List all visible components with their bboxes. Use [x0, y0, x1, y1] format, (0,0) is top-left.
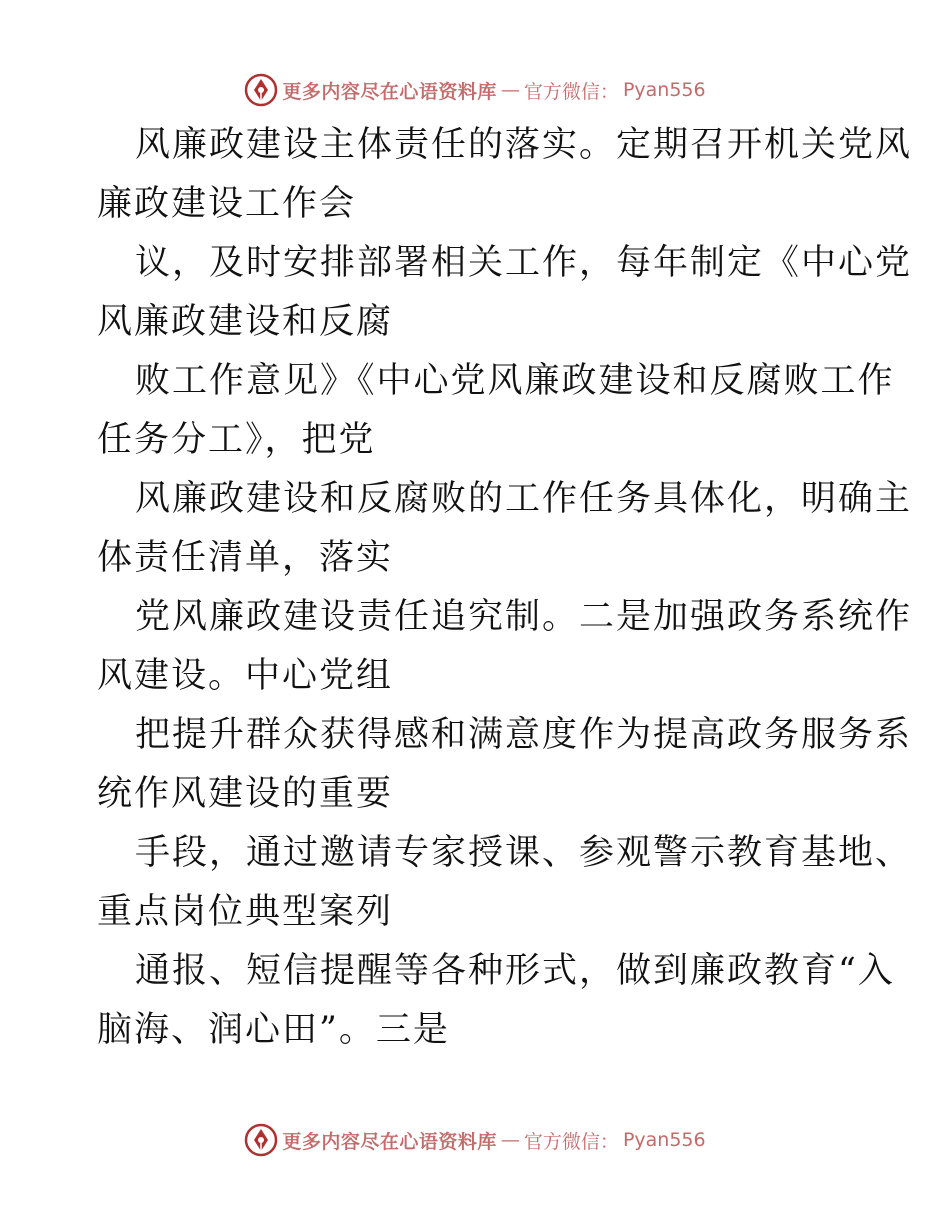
body-line: 把提升群众获得感和满意度作为提高政务服务系: [135, 715, 913, 755]
body-line: 议，及时安排部署相关工作，每年制定《中心党: [135, 243, 913, 283]
body-line: 败工作意见》《中心党风廉政建设和反腐败工作: [135, 361, 895, 401]
pen-nib-logo-icon: [244, 1123, 278, 1157]
body-line: 手段，通过邀请专家授课、参观警示教育基地、: [135, 833, 913, 873]
footer-separator: —: [500, 1129, 520, 1151]
header-separator: —: [500, 79, 520, 101]
header-banner: [0, 68, 950, 112]
footer-wechat-id: Pyan556: [622, 1129, 706, 1151]
footer-slogan: 更多内容尽在心语资料库: [282, 1130, 497, 1153]
body-line: 风廉政建设和反腐败的工作任务具体化，明确主: [135, 479, 913, 519]
body-line: 风廉政建设和反腐: [97, 302, 394, 342]
body-line: 风廉政建设主体责任的落实。定期召开机关党风: [135, 125, 913, 165]
body-line: 重点岗位典型案列: [97, 892, 394, 932]
header-wechat-label: 官方微信：: [523, 80, 619, 103]
body-line: 任务分工》，把党: [97, 420, 376, 460]
header-slogan: 更多内容尽在心语资料库: [282, 80, 497, 103]
footer-wechat-label: 官方微信：: [523, 1130, 619, 1153]
body-line: 统作风建设的重要: [97, 774, 394, 814]
body-line: 通报、短信提醒等各种形式，做到廉政教育“入: [135, 951, 895, 991]
pen-nib-logo-icon: [244, 73, 278, 107]
header-wechat-id: Pyan556: [622, 79, 706, 101]
body-line: 风建设。中心党组: [97, 656, 394, 696]
body-line: 脑海、润心田”。三是: [97, 1010, 450, 1050]
body-line: 党风廉政建设责任追究制。二是加强政务系统作: [135, 597, 913, 637]
body-line: 体责任清单，落实: [97, 538, 394, 578]
body-line: 廉政建设工作会: [97, 184, 357, 224]
document-body: [97, 116, 913, 1060]
footer-banner: [0, 1118, 950, 1162]
